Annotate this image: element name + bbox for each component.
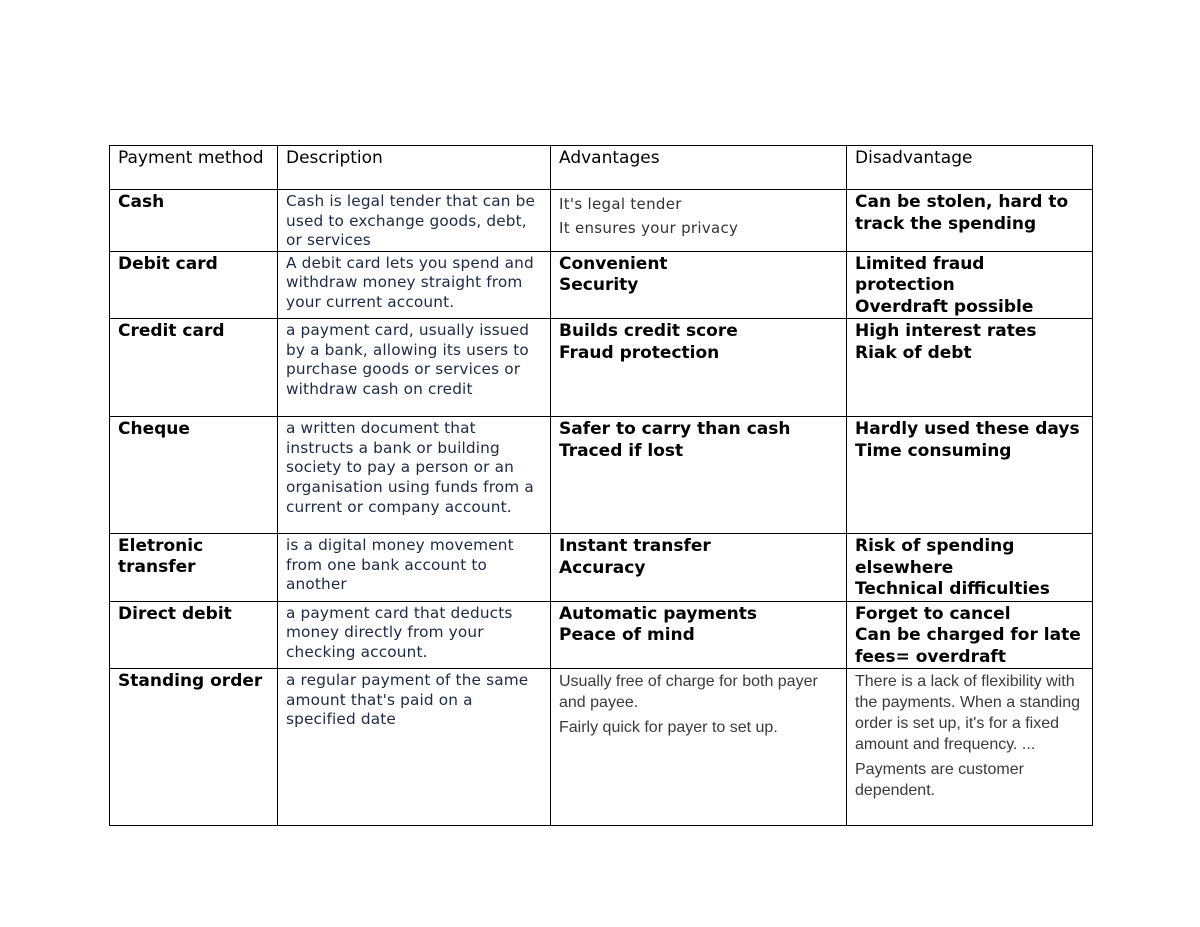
table-row [110,319,1093,417]
payment-methods-table [109,145,1093,826]
advantages-cell [551,251,847,319]
table-header-row [110,146,1093,190]
advantages-cell [551,601,847,669]
advantage-item: It ensures your privacy [559,219,739,237]
disadvantage-item: Overdraft possible [855,296,1034,317]
method-cell: Eletronic transfer [110,534,278,602]
description-cell: a payment card, usually issued by a bank, allowing its users to purchase goods or services or withdraw cash on credit [278,319,551,417]
advantage-item: Usually free of charge for both payer and payee. [559,673,818,712]
disadvantages-cell [847,669,1093,826]
method-cell: Debit card [110,251,278,319]
table-row [110,601,1093,669]
description-cell: is a digital money movement from one bank account to another [278,534,551,602]
disadvantages-cell [847,417,1093,534]
disadvantages-cell [847,534,1093,602]
advantage-item: It's legal tender [559,195,682,213]
disadvantage-item: Forget to cancel [855,603,1011,624]
disadvantages-cell [847,601,1093,669]
advantages-cell [551,190,847,252]
advantages-cell [551,669,847,826]
advantage-item: Traced if lost [559,440,684,461]
disadvantage-item: Technical difficulties [855,579,1050,600]
disadvantage-item: There is a lack of flexibility with the payments. When a standing order is set up, it's for a fixed amount and frequency. ... [855,673,1081,754]
method-cell: Cheque [110,417,278,534]
table-row [110,251,1093,319]
advantage-item: Instant transfer [559,536,711,557]
header-advantages: Advantages [551,146,847,190]
description-cell: Cash is legal tender that can be used to exchange goods, debt, or services [278,190,551,252]
header-payment-method: Payment method [110,146,278,190]
disadvantage-item: Riak of debt [855,342,972,363]
disadvantage-item: Can be stolen, hard to track the spending [855,192,1069,234]
table-row [110,417,1093,534]
advantage-item: Security [559,275,639,296]
header-description: Description [278,146,551,190]
disadvantage-item: Time consuming [855,440,1012,461]
description-cell: a written document that instructs a bank or building society to pay a person or an organisation using funds from a current or company account. [278,417,551,534]
disadvantages-cell [847,319,1093,417]
disadvantage-item: High interest rates [855,321,1037,342]
description-cell: a regular payment of the same amount that's paid on a specified date [278,669,551,826]
disadvantage-item: Hardly used these days [855,419,1080,440]
advantage-item: Builds credit score [559,321,738,342]
table-row [110,534,1093,602]
table-row [110,190,1093,252]
advantages-cell [551,319,847,417]
disadvantage-item: Risk of spending elsewhere [855,536,1015,578]
advantage-item: Fairly quick for payer to set up. [559,719,778,737]
method-cell: Cash [110,190,278,252]
advantage-item: Automatic payments [559,603,757,624]
disadvantages-cell [847,251,1093,319]
disadvantage-item: Can be charged for late fees= overdraft [855,625,1081,667]
disadvantage-item: Payments are customer dependent. [855,761,1024,800]
advantages-cell [551,417,847,534]
advantage-item: Safer to carry than cash [559,419,791,440]
header-disadvantage: Disadvantage [847,146,1093,190]
disadvantages-cell [847,190,1093,252]
advantage-item: Accuracy [559,557,646,578]
advantage-item: Fraud protection [559,342,720,363]
disadvantage-item: Limited fraud protection [855,253,985,296]
description-cell: A debit card lets you spend and withdraw money straight from your current account. [278,251,551,319]
method-cell: Credit card [110,319,278,417]
method-cell: Standing order [110,669,278,826]
advantages-cell [551,534,847,602]
method-cell: Direct debit [110,601,278,669]
advantage-item: Peace of mind [559,625,695,646]
advantage-item: Convenient [559,253,668,274]
description-cell: a payment card that deducts money directly from your checking account. [278,601,551,669]
table-row [110,669,1093,826]
